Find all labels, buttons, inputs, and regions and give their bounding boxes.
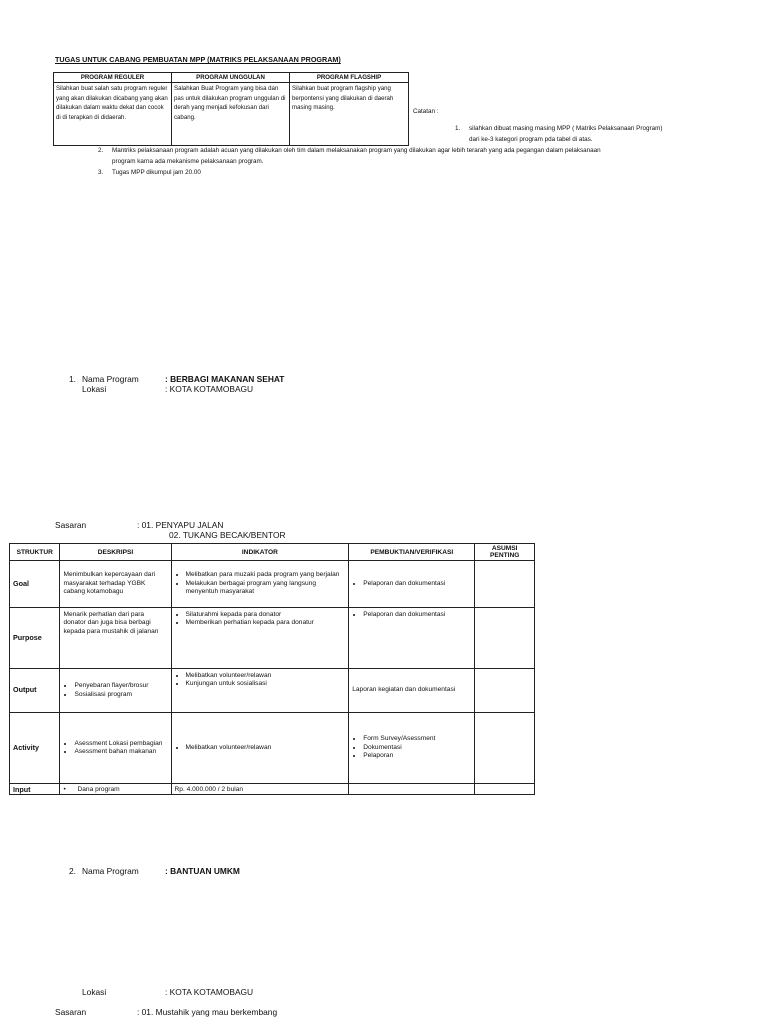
program2-sasaran-line [55,1007,277,1017]
program-category-table [53,72,409,146]
program1-number: 1. [69,374,76,384]
note-text: Tugas MPP dikumpul jam 20.00 [112,169,201,176]
program1-lokasi-label: Lokasi [82,384,107,394]
input-item [63,786,119,793]
program1-lokasi-line [82,384,253,394]
asumsi-cell [475,561,535,608]
indikator-cell [171,713,349,784]
asumsi-cell [475,608,535,669]
header-program-flagship: PROGRAM FLAGSHIP [290,73,409,83]
program2-lokasi-line [82,987,253,997]
header-asumsi: ASUMSI PENTING [475,544,535,561]
indikator-list [175,571,346,596]
indikator-list [175,744,346,752]
list-item: • Pelaporan dan dokumentasi [363,580,471,588]
header-program-reguler: PROGRAM REGULER [54,73,172,83]
program2-number: 2. [69,866,76,876]
program1-sasaran-2: 02. TUKANG BECAK/BENTOR [169,530,286,540]
program-table-header-row [54,73,409,83]
indikator-list [175,611,346,628]
note-item-2 [98,146,601,167]
indikator-cell [171,669,349,713]
table-row [10,713,535,784]
header-struktur: STRUKTUR [10,544,60,561]
header-indikator: INDIKATOR [171,544,349,561]
cell-program-unggulan: Salahkan Buat Program yang bisa dan pas untuk dilakukan program unggulan di derah yang menjadi kefokusan dari cabang. [172,83,290,146]
cell-program-flagship: Silahkan buat program flagship yang berpontensi yang dilakukan di daerah masing masing. [290,83,409,146]
program2-sasaran-label: Sasaran [55,1007,87,1017]
asumsi-cell [475,713,535,784]
note-number: 3. [98,169,104,176]
indikator-cell [171,561,349,608]
document-title: TUGAS UNTUK CABANG PEMBUATAN MPP (MATRIKS PELAKSANAAN PROGRAM) [55,55,341,64]
deskripsi-cell: Menimbulkan kepercayaan dari masyarakat terhadap YGBK cabang kotamobagu [60,561,171,608]
program1-sasaran-label: Sasaran [55,520,87,530]
struktur-cell: Output [10,669,60,713]
note-item-3 [98,168,201,179]
struktur-cell: Activity [10,713,60,784]
list-item: • Memberikan perhatian kepada para donatur [186,619,346,627]
list-item: • Melakukan berbagai program yang langsung menyentuh masyarakat [186,580,346,597]
header-verifikasi: PEMBUKTIAN/VERIFIKASI [349,544,475,561]
struktur-cell: Goal [10,561,60,608]
program2-lokasi-label: Lokasi [82,987,107,997]
deskripsi-cell [60,713,171,784]
list-item: • Asessment bahan makanan [74,748,167,756]
asumsi-cell [475,784,535,795]
program1-name-value: : BERBAGI MAKANAN SEHAT [165,374,285,384]
program1-lokasi-value: : KOTA KOTAMOBAGU [165,384,254,394]
program-table-row [54,83,409,146]
header-deskripsi: DESKRIPSI [60,544,171,561]
program2-lokasi-value: : KOTA KOTAMOBAGU [165,987,254,997]
list-item: • Pelaporan [363,752,471,760]
struktur-cell: Input [10,784,60,795]
verifikasi-list [352,735,471,760]
deskripsi-cell [60,784,171,795]
program1-sasaran-1: : 01. PENYAPU JALAN [137,520,224,530]
note-text-continued: program karna ada mekanisme pelaksanaan program. [112,157,264,165]
input-item-text: Dana program [77,785,120,793]
list-item: • Form Survey/Asessment [363,735,471,743]
table-row [10,561,535,608]
table-row [10,608,535,669]
verifikasi-cell [349,561,475,608]
verifikasi-cell: Laporan kegiatan dan dokumentasi [349,669,475,713]
note-number: 1. [455,125,461,132]
struktur-cell: Purpose [10,608,60,669]
indikator-cell [171,608,349,669]
verifikasi-cell [349,608,475,669]
verifikasi-cell [349,784,475,795]
note-number: 2. [98,147,104,154]
bullet-icon: • [63,785,66,793]
deskripsi-cell: Menarik perhatian dari para donator dan juga bisa berbagi kepada para mustahik di jalanan [60,608,171,669]
table-row [10,669,535,713]
program1-name-label: Nama Program [82,374,139,384]
verifikasi-cell [349,713,475,784]
deskripsi-cell [60,669,171,713]
deskripsi-list [63,740,167,757]
note-text-continued: dari ke-3 kategori program pda tabel di atas. [469,135,593,143]
list-item: • Melibatkan para muzaki pada program yang berjalan [186,571,346,579]
program2-name-value: : BANTUAN UMKM [165,866,240,876]
note-item-1 [455,124,662,145]
program2-sasaran-1: : 01. Mustahik yang mau berkembang [137,1007,278,1017]
list-item: • Sosialisasi program [74,691,167,699]
cell-program-reguler: Silahkan buat salah satu program reguler yang akan dilakukan dicabang yang akan dilakukan dalam waktu dekat dan cocok di di terapkan di didaerah. [54,83,172,146]
catatan-label: Catatan : [413,108,439,115]
header-program-unggulan: PROGRAM UNGGULAN [172,73,290,83]
list-item: • Silaturahmi kepada para donator [186,611,346,619]
asumsi-cell [475,669,535,713]
list-item: • Melibatkan volunteer/relawan [186,744,346,752]
matrix-table [9,543,535,795]
indikator-list [175,672,346,689]
program1-sasaran-line [55,520,223,530]
list-item: • Melibatkan volunteer/relawan [186,672,346,680]
list-item: • Pelaporan dan dokumentasi [363,611,471,619]
program2-name-label: Nama Program [82,866,139,876]
list-item: • Kunjungan untuk sosialisasi [186,680,346,688]
program1-name-line [69,374,284,384]
note-text: silahkan dibuat masing masing MPP ( Matriks Pelaksanaan Program) [469,125,663,132]
list-item: • Asessment Lokasi pembagian [74,740,167,748]
verifikasi-list [352,580,471,588]
note-text: Mantriks pelaksanaan program adalah acuan yang dilakukan oleh tim dalam melaksanakan program yang dilakukan agar lebih terarah yang ada pegangan dalam pelaksanaan [112,147,601,154]
list-item: • Penyebaran flayer/brosur [74,682,167,690]
list-item: • Dokumentasi [363,744,471,752]
table-row [10,784,535,795]
matrix-header-row [10,544,535,561]
verifikasi-list [352,611,471,619]
program2-name-line [69,866,240,876]
deskripsi-list [63,682,167,699]
indikator-cell: Rp. 4.000.000 / 2 bulan [171,784,349,795]
